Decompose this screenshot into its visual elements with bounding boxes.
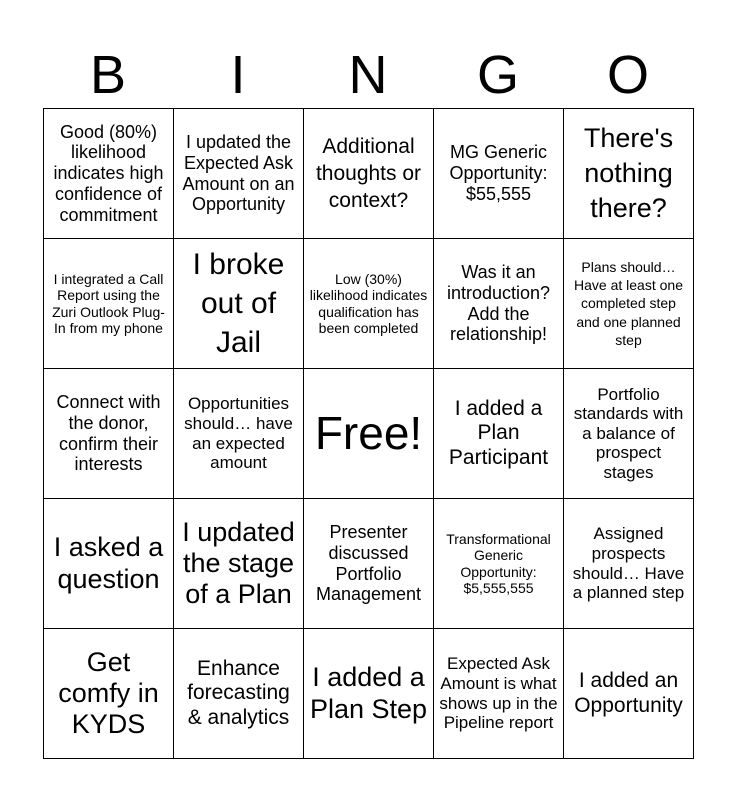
cell-text: Portfolio standards with a balance of prospect stages	[573, 384, 684, 482]
bingo-cell[interactable]	[44, 629, 174, 759]
cell-text: I added a Plan Step	[309, 662, 428, 724]
bingo-cell[interactable]	[44, 369, 174, 499]
bingo-cell[interactable]	[174, 629, 304, 759]
header-letter-b: B	[89, 45, 127, 105]
bingo-cell[interactable]	[174, 369, 304, 499]
bingo-cell[interactable]	[304, 109, 434, 239]
bingo-cell[interactable]	[304, 239, 434, 369]
cell-text: I integrated a Call Report using the Zuri Outlook Plug-In from my phone	[52, 271, 165, 336]
bingo-cell[interactable]	[434, 109, 564, 239]
bingo-cell[interactable]	[44, 109, 174, 239]
bingo-cell[interactable]	[174, 499, 304, 629]
cell-text: Transformational Generic Opportunity: $5,555,555	[446, 531, 551, 596]
cell-text: I broke out of Jail	[192, 248, 285, 359]
bingo-cell[interactable]	[564, 239, 694, 369]
cell-text: I added an Opportunity	[574, 669, 683, 717]
cell-text: Additional thoughts or context?	[315, 134, 422, 213]
cell-text: I updated the stage of a Plan	[182, 516, 295, 610]
bingo-cell[interactable]	[434, 499, 564, 629]
bingo-cell[interactable]	[564, 109, 694, 239]
bingo-cell[interactable]	[44, 499, 174, 629]
cell-text: Connect with the donor, confirm their interests	[56, 392, 161, 475]
header-letter-i: I	[230, 45, 246, 105]
bingo-board	[43, 108, 694, 759]
bingo-cell[interactable]	[174, 239, 304, 369]
cell-text: Enhance forecasting & analytics	[187, 657, 290, 729]
cell-text: Opportunities should… have an expected amount	[184, 394, 293, 473]
header-letter-g: G	[476, 45, 519, 105]
cell-text: I added a Plan Participant	[448, 397, 549, 469]
cell-text: Plans should… Have at least one completed step and one planned step	[574, 259, 683, 348]
bingo-cell[interactable]	[564, 629, 694, 759]
cell-text: Good (80%) likelihood indicates high confidence of commitment	[53, 121, 164, 225]
cell-text: Low (30%) likelihood indicates qualification has been completed	[309, 271, 428, 336]
cell-text: Was it an introduction? Add the relationship!	[446, 262, 551, 345]
cell-text: Presenter discussed Portfolio Management	[315, 522, 422, 605]
bingo-header	[43, 44, 693, 106]
cell-text: Get comfy in KYDS	[58, 646, 159, 740]
header-letter-o: O	[606, 45, 649, 105]
cell-text: Assigned prospects should… Have a planned step	[572, 524, 685, 603]
free-text: Free!	[314, 407, 423, 460]
free-space[interactable]	[304, 369, 434, 499]
bingo-cell[interactable]	[304, 629, 434, 759]
cell-text: I updated the Expected Ask Amount on an Opportunity	[182, 132, 295, 215]
cell-text: There's nothing there?	[583, 122, 674, 224]
header-letter-n: N	[348, 45, 388, 105]
cell-text: I asked a question	[53, 532, 164, 594]
bingo-cell[interactable]	[564, 499, 694, 629]
cell-text: Expected Ask Amount is what shows up in the Pipeline report	[439, 654, 558, 733]
bingo-cell[interactable]	[434, 239, 564, 369]
bingo-cell[interactable]	[44, 239, 174, 369]
bingo-cell[interactable]	[174, 109, 304, 239]
bingo-cell[interactable]	[434, 369, 564, 499]
bingo-cell[interactable]	[304, 499, 434, 629]
bingo-cell[interactable]	[564, 369, 694, 499]
bingo-cell[interactable]	[434, 629, 564, 759]
cell-text: MG Generic Opportunity: $55,555	[449, 142, 548, 204]
